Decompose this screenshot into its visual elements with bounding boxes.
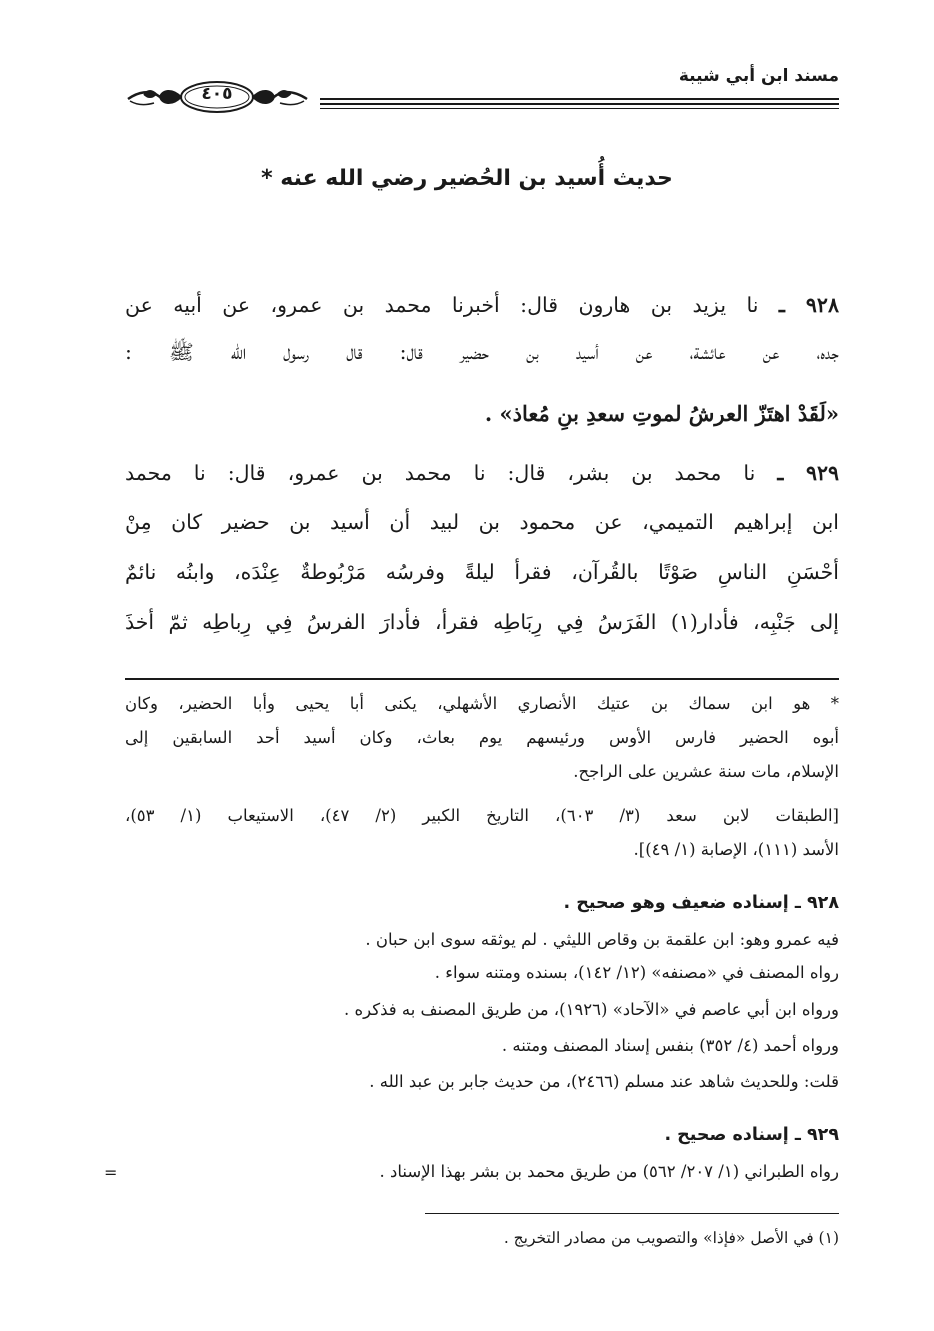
takhrij-928-line: رواه المصنف في «مصنفه» (١٢/ ١٤٢)، بسنده ومتنه سواء . (434, 963, 839, 982)
takhrij-929-heading: ٩٢٩ ـ إسناده صحيح . (664, 1125, 839, 1145)
hadith-number: ٩٢٨ ـ (778, 293, 839, 317)
bottom-footnote: (١) في الأصل «فإذا» والتصويب من مصادر التخريج . (503, 1229, 839, 1247)
takhrij-929-line: رواه الطبراني (١/ ٢٠٧/ ٥٦٢) من طريق محمد بن بشر بهذا الإسناد . (379, 1162, 839, 1181)
hadith-928-line-1 (125, 293, 839, 318)
page-number: ٤٠٥ (201, 84, 233, 104)
bio-note-line: الإسلام، مات سنة عشرين على الراجح. (573, 762, 839, 781)
hadith-929-line-2: ابن إبراهيم التميمي، عن محمود بن لبيد أن أسيد بن حضير كان مِنْ (125, 510, 839, 534)
continuation-mark: = (104, 1163, 118, 1182)
takhrij-928-heading: ٩٢٨ ـ إسناده ضعيف وهو صحيح . (563, 893, 839, 913)
bio-note-line: * هو ابن سماك بن عتيك الأنصاري الأشهلي، يكنى أبا يحيى وأبا الحضير، وكان (125, 694, 839, 713)
hadith-929-line-1 (125, 461, 839, 486)
header-rule (320, 103, 839, 105)
takhrij-928-line: قلت: وللحديث شاهد عند مسلم (٢٤٦٦)، من حديث جابر بن عبد الله . (369, 1072, 839, 1091)
chapter-title: حديث أُسيد بن الحُضير رضي الله عنه * (261, 166, 673, 191)
hadith-928-line-2: جده، عن عائشة، عن أسيد بن حضير قال: قال رسول الله ﷺ : (125, 340, 839, 364)
bio-note-line: أبوه الحضير فارس الأوس ورئيسهم يوم بعاث، وكان أسيد أحد السابقين إلى (125, 728, 839, 747)
bio-note-line: [الطبقات لابن سعد (٣/ ٦٠٣)، التاريخ الكبير (٢/ ٤٧)، الاستيعاب (١/ ٥٣)، (125, 806, 839, 825)
running-title: مسند ابن أبي شيبة (678, 66, 839, 86)
hadith-929-line-3: أحْسَنِ الناسِ صَوْتًا بالقُرآن، فقرأ ليلةً وفرسُه مَرْبُوطةٌ عِنْدَه، وابنُه نائمٌ (125, 560, 839, 584)
bottom-footnote-rule (425, 1213, 839, 1214)
hadith-928-text: «لَقَدْ اهتَزّ العرشُ لموتِ سعدِ بنِ مُعاذ» . (484, 401, 839, 426)
takhrij-928-line: ورواه أحمد (٤/ ٣٥٢) بنفس إسناد المصنف ومتنه . (501, 1036, 839, 1055)
header-rule (320, 108, 839, 109)
takhrij-928-line: فيه عمرو وهو: ابن علقمة بن وقاص الليثي . لم يوثقه سوى ابن حبان . (365, 930, 839, 949)
hadith-text-line: نا محمد بن بشر، قال: نا محمد بن عمرو، قال: نا محمد (125, 461, 756, 485)
footnote-separator (125, 678, 839, 680)
header-rule (320, 98, 839, 100)
hadith-text-line: نا يزيد بن هارون قال: أخبرنا محمد بن عمرو، عن أبيه عن (125, 293, 759, 317)
hadith-number: ٩٢٩ ـ (777, 461, 839, 485)
bio-note-line: الأسد (١١١)، الإصابة (١/ ٤٩)]. (633, 840, 839, 859)
hadith-929-line-4: إلى جَنْبِه، فأدار(١) الفَرَسُ فِي رِبَاطِه فقرأ، فأدارَ الفرسُ فِي رِباطِه ثمّ أخذَ (125, 610, 839, 634)
takhrij-928-line: ورواه ابن أبي عاصم في «الآحاد» (١٩٢٦)، من طريق المصنف به فذكره . (343, 1000, 839, 1019)
